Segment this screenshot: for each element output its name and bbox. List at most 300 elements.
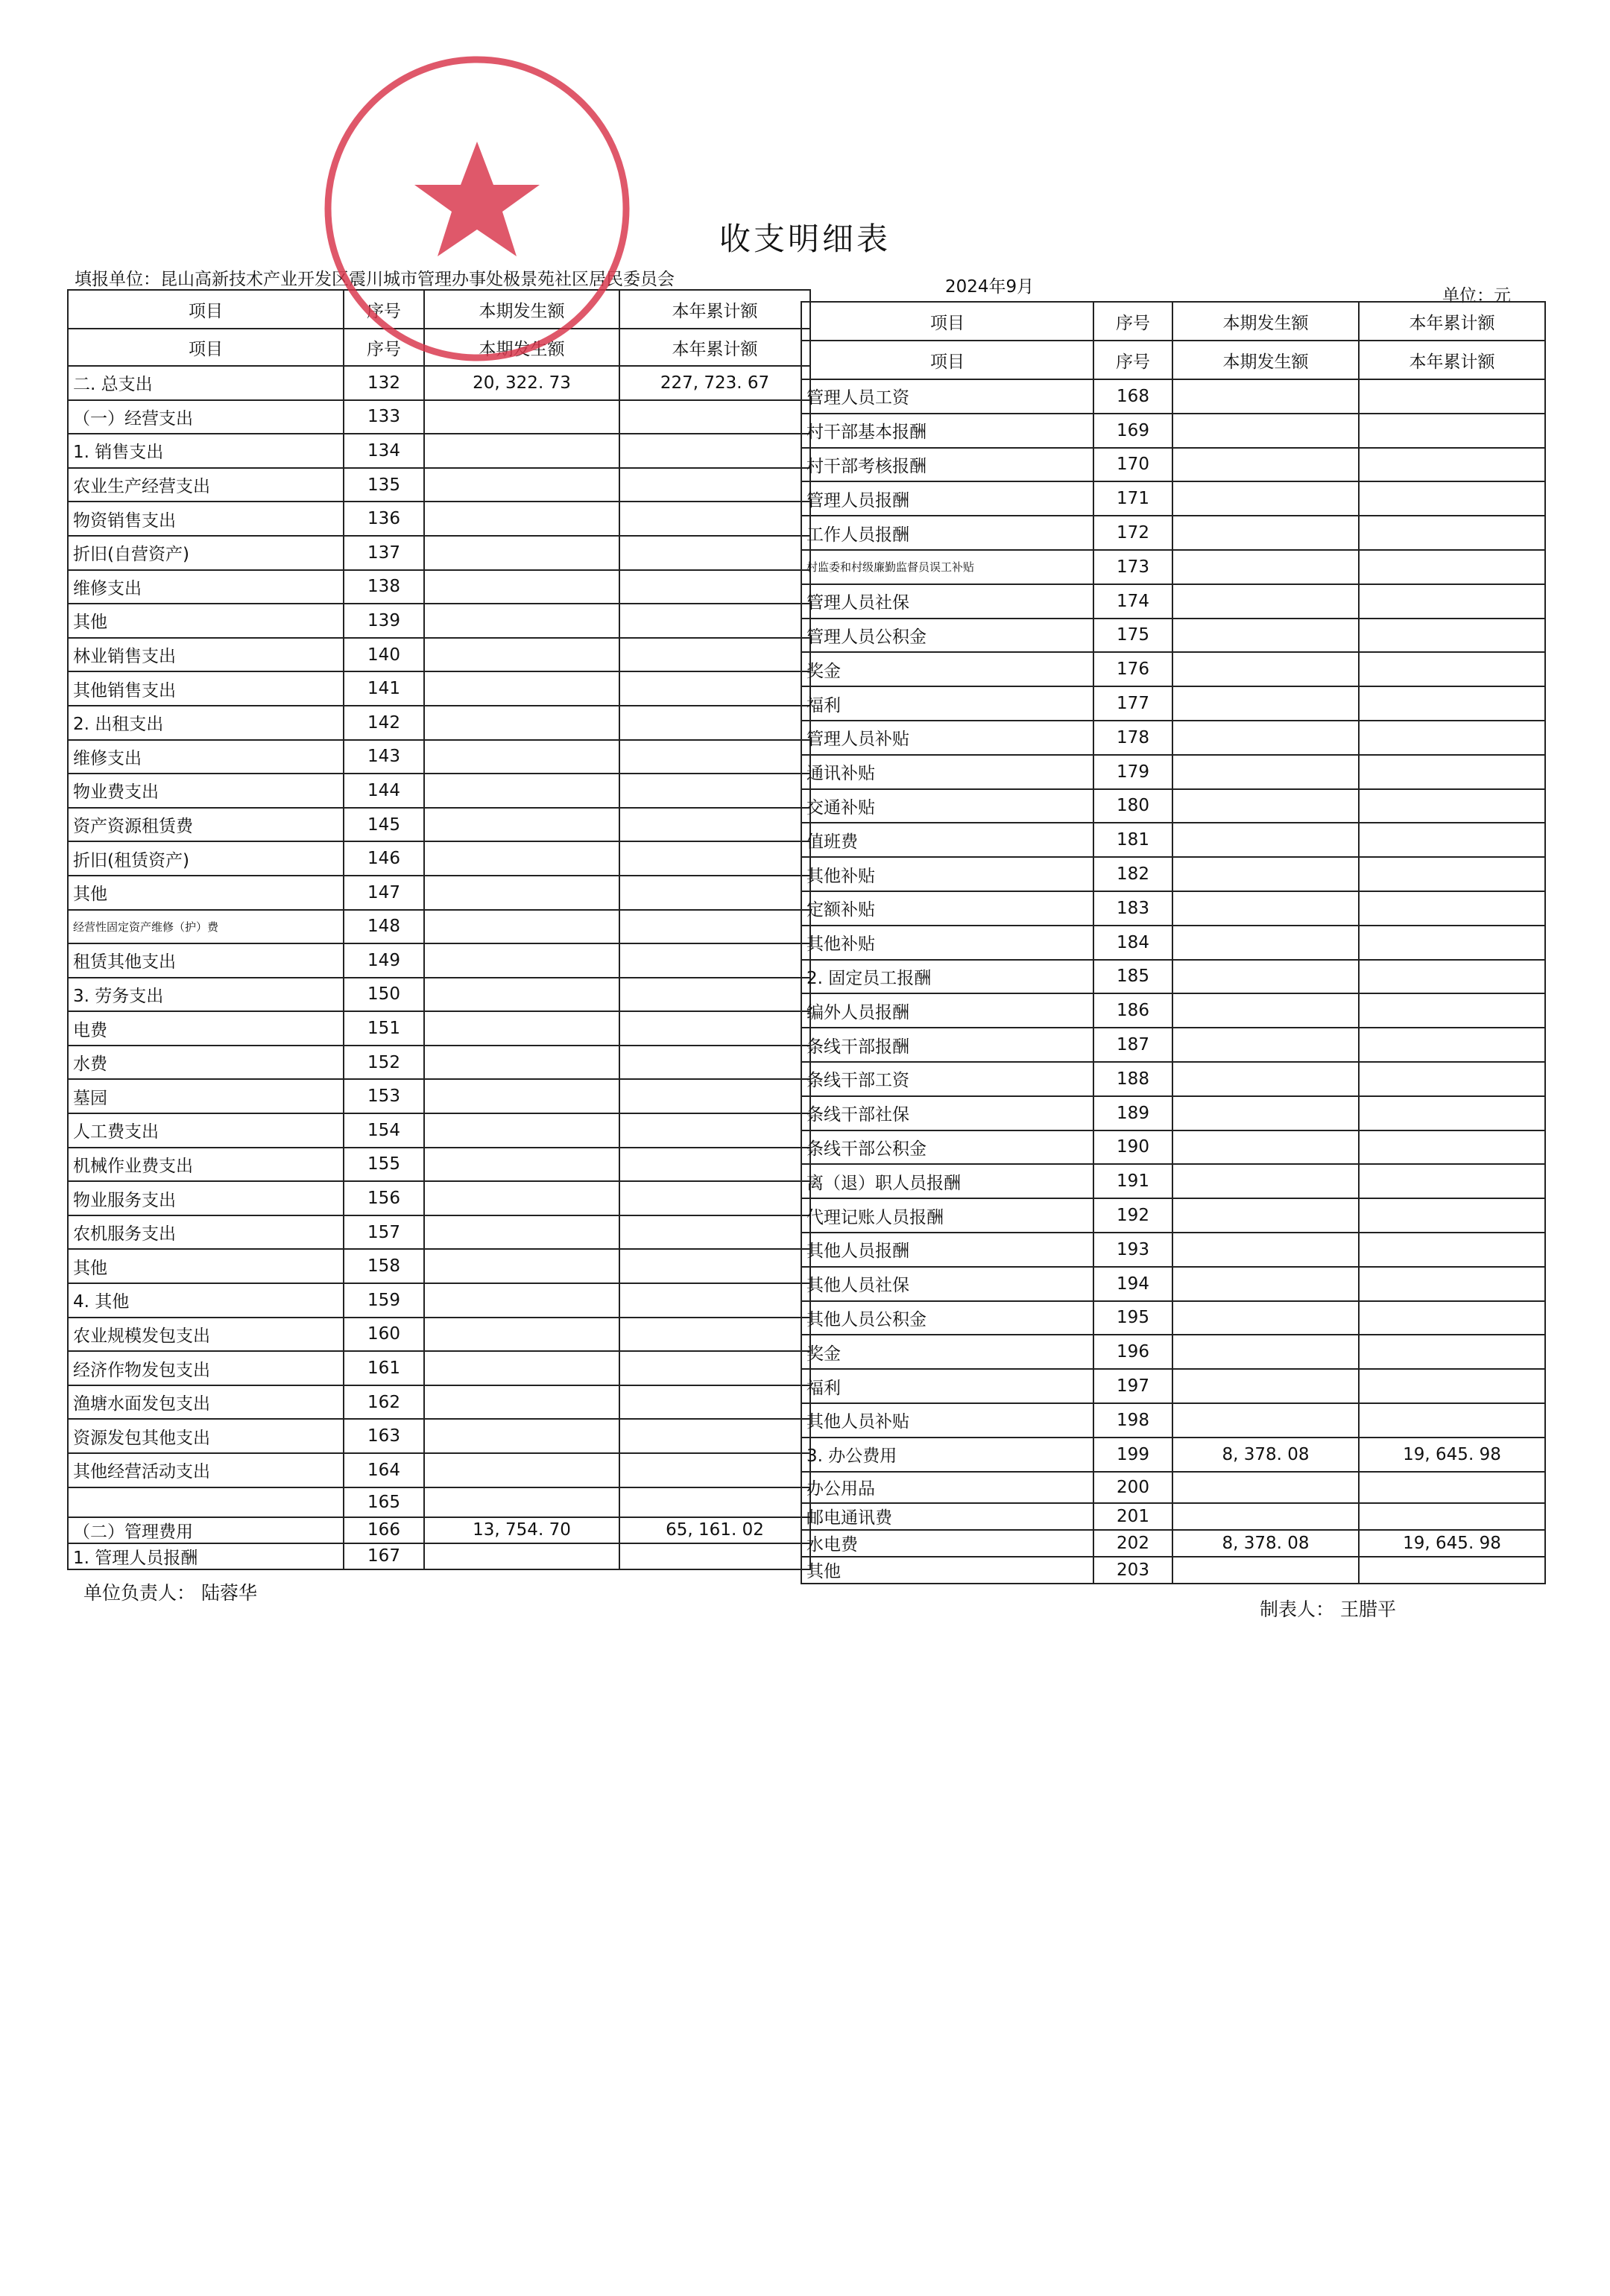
row-ytd-amount <box>1359 1267 1545 1301</box>
preparer-signature: 制表人： 王腊平 <box>1260 1598 1396 1620</box>
row-ytd-amount <box>619 638 810 672</box>
row-current-amount <box>424 841 619 876</box>
table-row <box>68 536 810 570</box>
row-seq: 184 <box>1093 926 1172 960</box>
row-item-label: 人工费支出 <box>68 1113 344 1148</box>
row-ytd-amount <box>619 1543 810 1569</box>
row-seq: 189 <box>1093 1096 1172 1130</box>
row-current-amount <box>424 1181 619 1215</box>
row-current-amount <box>424 638 619 672</box>
row-item-label: 其他 <box>68 876 344 910</box>
row-ytd-amount <box>1359 789 1545 823</box>
row-ytd-amount <box>619 1215 810 1250</box>
row-seq: 186 <box>1093 993 1172 1028</box>
table-row <box>801 721 1545 755</box>
row-item-label: 其他人员补贴 <box>801 1403 1093 1438</box>
header-seq: 序号 <box>1093 341 1172 379</box>
row-seq: 159 <box>344 1283 424 1318</box>
row-item-label: 折旧(租赁资产) <box>68 841 344 876</box>
row-current-amount <box>424 706 619 740</box>
row-current-amount <box>424 978 619 1012</box>
row-seq: 140 <box>344 638 424 672</box>
row-ytd-amount <box>619 1011 810 1046</box>
row-seq: 155 <box>344 1148 424 1182</box>
row-seq: 157 <box>344 1215 424 1250</box>
row-seq: 182 <box>1093 857 1172 891</box>
row-ytd-amount <box>619 1487 810 1517</box>
row-ytd-amount <box>619 400 810 434</box>
row-seq: 180 <box>1093 789 1172 823</box>
table-row <box>68 1517 810 1543</box>
row-ytd-amount <box>1359 619 1545 653</box>
row-seq: 197 <box>1093 1369 1172 1403</box>
row-item-label: 其他 <box>801 1557 1093 1584</box>
table-row <box>801 1503 1545 1530</box>
row-seq: 164 <box>344 1453 424 1487</box>
row-item-label: 办公用品 <box>801 1472 1093 1503</box>
row-ytd-amount <box>619 1181 810 1215</box>
page-title: 收支明细表 <box>719 221 891 257</box>
row-item-label <box>68 1487 344 1517</box>
header-ytd: 本年累计额 <box>1359 341 1545 379</box>
header-item: 项目 <box>801 341 1093 379</box>
row-seq: 145 <box>344 808 424 842</box>
header-row <box>801 341 1545 379</box>
table-row <box>801 1301 1545 1335</box>
row-item-label: （一）经营支出 <box>68 400 344 434</box>
row-current-amount: 13, 754. 70 <box>424 1517 619 1543</box>
table-row <box>68 1046 810 1080</box>
table-row <box>801 1164 1545 1198</box>
row-seq: 172 <box>1093 516 1172 550</box>
row-seq: 138 <box>344 570 424 604</box>
row-item-label: 1. 销售支出 <box>68 434 344 468</box>
table-row <box>68 943 810 978</box>
left-expense-table <box>67 289 811 1570</box>
row-item-label: 条线干部社保 <box>801 1096 1093 1130</box>
row-item-label: 3. 办公费用 <box>801 1438 1093 1472</box>
row-seq: 174 <box>1093 584 1172 619</box>
report-period: 2024年9月 <box>945 277 1035 297</box>
row-item-label: 其他补贴 <box>801 857 1093 891</box>
row-current-amount <box>424 740 619 774</box>
table-row <box>801 1438 1545 1472</box>
row-seq: 147 <box>344 876 424 910</box>
row-current-amount <box>424 1385 619 1420</box>
row-ytd-amount <box>1359 1164 1545 1198</box>
row-current-amount <box>424 1113 619 1148</box>
row-current-amount: 8, 378. 08 <box>1172 1530 1359 1557</box>
row-ytd-amount <box>619 1351 810 1385</box>
header-seq: 序号 <box>344 329 424 366</box>
table-row <box>801 1557 1545 1584</box>
table-row <box>68 740 810 774</box>
row-item-label: 奖金 <box>801 652 1093 686</box>
unit-head-signature: 单位负责人： 陆蓉华 <box>83 1582 257 1604</box>
row-ytd-amount <box>619 1079 810 1113</box>
table-row <box>801 857 1545 891</box>
row-current-amount: 20, 322. 73 <box>424 366 619 400</box>
table-row <box>68 638 810 672</box>
row-item-label: 墓园 <box>68 1079 344 1113</box>
row-ytd-amount <box>1359 686 1545 721</box>
row-item-label: 林业销售支出 <box>68 638 344 672</box>
row-ytd-amount <box>619 1283 810 1318</box>
row-seq: 150 <box>344 978 424 1012</box>
row-current-amount <box>1172 891 1359 926</box>
row-current-amount <box>1172 448 1359 482</box>
table-row <box>68 1181 810 1215</box>
row-item-label: 机械作业费支出 <box>68 1148 344 1182</box>
row-seq: 169 <box>1093 414 1172 448</box>
table-row <box>68 502 810 536</box>
row-item-label: 奖金 <box>801 1335 1093 1369</box>
row-seq: 183 <box>1093 891 1172 926</box>
row-ytd-amount: 19, 645. 98 <box>1359 1438 1545 1472</box>
table-row <box>68 1113 810 1148</box>
row-current-amount: 8, 378. 08 <box>1172 1438 1359 1472</box>
header-item: 项目 <box>68 290 344 329</box>
row-item-label: 维修支出 <box>68 740 344 774</box>
table-row <box>68 808 810 842</box>
row-seq: 151 <box>344 1011 424 1046</box>
row-ytd-amount <box>1359 516 1545 550</box>
row-seq: 146 <box>344 841 424 876</box>
table-row <box>68 671 810 706</box>
row-seq: 171 <box>1093 481 1172 516</box>
row-seq: 137 <box>344 536 424 570</box>
table-row <box>801 550 1545 584</box>
row-ytd-amount <box>1359 1403 1545 1438</box>
table-row <box>68 1351 810 1385</box>
table-row <box>68 434 810 468</box>
table-row <box>68 1148 810 1182</box>
row-seq: 203 <box>1093 1557 1172 1584</box>
row-current-amount <box>1172 584 1359 619</box>
row-seq: 199 <box>1093 1438 1172 1472</box>
table-row <box>68 1215 810 1250</box>
table-row <box>68 1453 810 1487</box>
row-seq: 162 <box>344 1385 424 1420</box>
table-row <box>801 1198 1545 1233</box>
row-ytd-amount <box>619 1453 810 1487</box>
table-row <box>68 604 810 638</box>
table-row <box>68 1283 810 1318</box>
row-current-amount <box>424 1215 619 1250</box>
row-seq: 192 <box>1093 1198 1172 1233</box>
row-seq: 202 <box>1093 1530 1172 1557</box>
row-current-amount <box>424 1318 619 1352</box>
row-current-amount <box>1172 789 1359 823</box>
table-row <box>801 755 1545 789</box>
row-seq: 163 <box>344 1419 424 1453</box>
row-current-amount <box>424 536 619 570</box>
row-current-amount <box>1172 755 1359 789</box>
row-ytd-amount <box>619 774 810 808</box>
row-item-label: 管理人员社保 <box>801 584 1093 619</box>
row-seq: 176 <box>1093 652 1172 686</box>
row-seq: 196 <box>1093 1335 1172 1369</box>
row-current-amount <box>1172 619 1359 653</box>
table-row <box>68 1419 810 1453</box>
row-seq: 185 <box>1093 960 1172 994</box>
row-item-label: 2. 固定员工报酬 <box>801 960 1093 994</box>
row-current-amount <box>424 502 619 536</box>
row-current-amount <box>1172 1369 1359 1403</box>
table-row <box>801 960 1545 994</box>
row-current-amount <box>1172 481 1359 516</box>
row-item-label: 编外人员报酬 <box>801 993 1093 1028</box>
row-current-amount <box>1172 516 1359 550</box>
row-ytd-amount <box>619 910 810 944</box>
row-item-label: 管理人员补贴 <box>801 721 1093 755</box>
seal-star-icon <box>414 142 540 256</box>
table-row <box>801 1062 1545 1096</box>
row-current-amount <box>1172 686 1359 721</box>
row-current-amount <box>1172 960 1359 994</box>
row-ytd-amount <box>1359 823 1545 857</box>
row-ytd-amount <box>619 1318 810 1352</box>
row-current-amount <box>1172 993 1359 1028</box>
row-item-label: 二. 总支出 <box>68 366 344 400</box>
row-ytd-amount <box>619 468 810 502</box>
row-seq: 201 <box>1093 1503 1172 1530</box>
table-row <box>68 706 810 740</box>
row-item-label: 离（退）职人员报酬 <box>801 1164 1093 1198</box>
row-item-label: 其他 <box>68 604 344 638</box>
table-row <box>68 1318 810 1352</box>
row-item-label: 值班费 <box>801 823 1093 857</box>
row-ytd-amount <box>619 1249 810 1283</box>
reporting-unit: 填报单位：昆山高新技术产业开发区震川城市管理办事处极景苑社区居民委员会 <box>75 270 675 289</box>
row-current-amount <box>424 1487 619 1517</box>
row-item-label: 折旧(自营资产) <box>68 536 344 570</box>
table-row <box>68 1079 810 1113</box>
row-item-label: 定额补贴 <box>801 891 1093 926</box>
table-row <box>801 448 1545 482</box>
row-item-label: 物资销售支出 <box>68 502 344 536</box>
row-seq: 132 <box>344 366 424 400</box>
row-current-amount <box>424 774 619 808</box>
row-current-amount <box>1172 379 1359 414</box>
row-current-amount <box>424 570 619 604</box>
table-row <box>801 789 1545 823</box>
row-seq: 168 <box>1093 379 1172 414</box>
row-current-amount <box>1172 1130 1359 1165</box>
row-current-amount <box>1172 1198 1359 1233</box>
header-item: 项目 <box>801 302 1093 341</box>
table-row <box>68 910 810 944</box>
table-row <box>801 379 1545 414</box>
right-expense-table <box>801 301 1546 1584</box>
row-ytd-amount <box>1359 379 1545 414</box>
row-seq: 179 <box>1093 755 1172 789</box>
row-seq: 152 <box>344 1046 424 1080</box>
row-ytd-amount <box>619 434 810 468</box>
row-seq: 144 <box>344 774 424 808</box>
row-item-label: 邮电通讯费 <box>801 1503 1093 1530</box>
header-ytd: 本年累计额 <box>619 329 810 366</box>
row-ytd-amount <box>1359 857 1545 891</box>
row-ytd-amount <box>1359 584 1545 619</box>
table-row <box>801 823 1545 857</box>
row-seq: 139 <box>344 604 424 638</box>
row-seq: 181 <box>1093 823 1172 857</box>
row-ytd-amount <box>619 1148 810 1182</box>
row-ytd-amount <box>619 841 810 876</box>
row-seq: 160 <box>344 1318 424 1352</box>
row-item-label: 资产资源租赁费 <box>68 808 344 842</box>
table-row <box>801 516 1545 550</box>
table-row <box>801 1233 1545 1267</box>
row-ytd-amount <box>1359 1028 1545 1062</box>
row-item-label: 1. 管理人员报酬 <box>68 1543 344 1569</box>
row-current-amount <box>424 910 619 944</box>
row-current-amount <box>424 1453 619 1487</box>
row-ytd-amount <box>1359 652 1545 686</box>
row-current-amount <box>1172 1062 1359 1096</box>
row-current-amount <box>1172 550 1359 584</box>
row-ytd-amount <box>1359 1198 1545 1233</box>
row-ytd-amount <box>1359 448 1545 482</box>
official-seal <box>321 52 634 365</box>
row-item-label: 村干部基本报酬 <box>801 414 1093 448</box>
row-current-amount <box>1172 1233 1359 1267</box>
row-seq: 149 <box>344 943 424 978</box>
row-seq: 188 <box>1093 1062 1172 1096</box>
row-current-amount <box>424 1011 619 1046</box>
row-ytd-amount <box>1359 481 1545 516</box>
table-row <box>801 891 1545 926</box>
row-seq: 198 <box>1093 1403 1172 1438</box>
row-current-amount <box>424 808 619 842</box>
row-item-label: 其他销售支出 <box>68 671 344 706</box>
row-item-label: 代理记账人员报酬 <box>801 1198 1093 1233</box>
row-ytd-amount <box>619 536 810 570</box>
row-seq: 178 <box>1093 721 1172 755</box>
row-seq: 142 <box>344 706 424 740</box>
row-ytd-amount <box>1359 414 1545 448</box>
row-seq: 194 <box>1093 1267 1172 1301</box>
row-ytd-amount <box>619 978 810 1012</box>
row-seq: 191 <box>1093 1164 1172 1198</box>
table-row <box>801 584 1545 619</box>
row-ytd-amount: 227, 723. 67 <box>619 366 810 400</box>
row-item-label: （二）管理费用 <box>68 1517 344 1543</box>
header-seq: 序号 <box>1093 302 1172 341</box>
row-ytd-amount <box>1359 550 1545 584</box>
row-current-amount <box>424 1283 619 1318</box>
table-row <box>68 841 810 876</box>
row-item-label: 村干部考核报酬 <box>801 448 1093 482</box>
table-row <box>801 1472 1545 1503</box>
row-ytd-amount <box>1359 1335 1545 1369</box>
row-seq: 153 <box>344 1079 424 1113</box>
row-ytd-amount <box>1359 1369 1545 1403</box>
row-current-amount <box>1172 1557 1359 1584</box>
row-current-amount <box>1172 652 1359 686</box>
row-ytd-amount <box>619 1046 810 1080</box>
row-ytd-amount: 19, 645. 98 <box>1359 1530 1545 1557</box>
row-ytd-amount <box>1359 721 1545 755</box>
row-item-label: 水费 <box>68 1046 344 1080</box>
row-seq: 136 <box>344 502 424 536</box>
row-ytd-amount <box>619 740 810 774</box>
row-seq: 167 <box>344 1543 424 1569</box>
table-row <box>68 400 810 434</box>
row-seq: 148 <box>344 910 424 944</box>
header-seq: 序号 <box>344 290 424 329</box>
row-item-label: 水电费 <box>801 1530 1093 1557</box>
row-current-amount <box>424 1249 619 1283</box>
row-ytd-amount <box>619 943 810 978</box>
header-ytd: 本年累计额 <box>619 290 810 329</box>
row-current-amount <box>424 400 619 434</box>
row-item-label: 租赁其他支出 <box>68 943 344 978</box>
row-seq: 193 <box>1093 1233 1172 1267</box>
row-current-amount <box>1172 414 1359 448</box>
row-current-amount <box>424 1351 619 1385</box>
table-row <box>801 1028 1545 1062</box>
row-ytd-amount <box>1359 960 1545 994</box>
header-current: 本期发生额 <box>424 290 619 329</box>
row-seq: 190 <box>1093 1130 1172 1165</box>
row-seq: 141 <box>344 671 424 706</box>
header-current: 本期发生额 <box>1172 341 1359 379</box>
row-ytd-amount <box>1359 1233 1545 1267</box>
row-item-label: 福利 <box>801 1369 1093 1403</box>
row-current-amount <box>424 671 619 706</box>
row-ytd-amount <box>1359 1096 1545 1130</box>
row-current-amount <box>424 1046 619 1080</box>
row-current-amount <box>424 1543 619 1569</box>
row-ytd-amount <box>1359 755 1545 789</box>
row-item-label: 通讯补贴 <box>801 755 1093 789</box>
row-ytd-amount <box>1359 1503 1545 1530</box>
row-seq: 170 <box>1093 448 1172 482</box>
row-seq: 161 <box>344 1351 424 1385</box>
table-row <box>801 1130 1545 1165</box>
row-seq: 175 <box>1093 619 1172 653</box>
row-item-label: 管理人员工资 <box>801 379 1093 414</box>
row-seq: 195 <box>1093 1301 1172 1335</box>
table-row <box>801 652 1545 686</box>
row-ytd-amount <box>1359 1301 1545 1335</box>
row-ytd-amount <box>1359 1062 1545 1096</box>
header-item: 项目 <box>68 329 344 366</box>
table-row <box>801 1096 1545 1130</box>
row-seq: 165 <box>344 1487 424 1517</box>
row-item-label: 其他补贴 <box>801 926 1093 960</box>
row-item-label: 其他 <box>68 1249 344 1283</box>
table-row <box>68 1543 810 1569</box>
header-current: 本期发生额 <box>1172 302 1359 341</box>
row-item-label: 农机服务支出 <box>68 1215 344 1250</box>
header-current: 本期发生额 <box>424 329 619 366</box>
row-ytd-amount <box>619 570 810 604</box>
table-row <box>801 1335 1545 1369</box>
row-item-label: 管理人员公积金 <box>801 619 1093 653</box>
row-seq: 166 <box>344 1517 424 1543</box>
row-seq: 200 <box>1093 1472 1172 1503</box>
table-row <box>801 1403 1545 1438</box>
row-ytd-amount <box>1359 1557 1545 1584</box>
table-row <box>801 619 1545 653</box>
row-ytd-amount <box>619 1113 810 1148</box>
header-row <box>801 302 1545 341</box>
row-item-label: 农业规模发包支出 <box>68 1318 344 1352</box>
row-seq: 173 <box>1093 550 1172 584</box>
